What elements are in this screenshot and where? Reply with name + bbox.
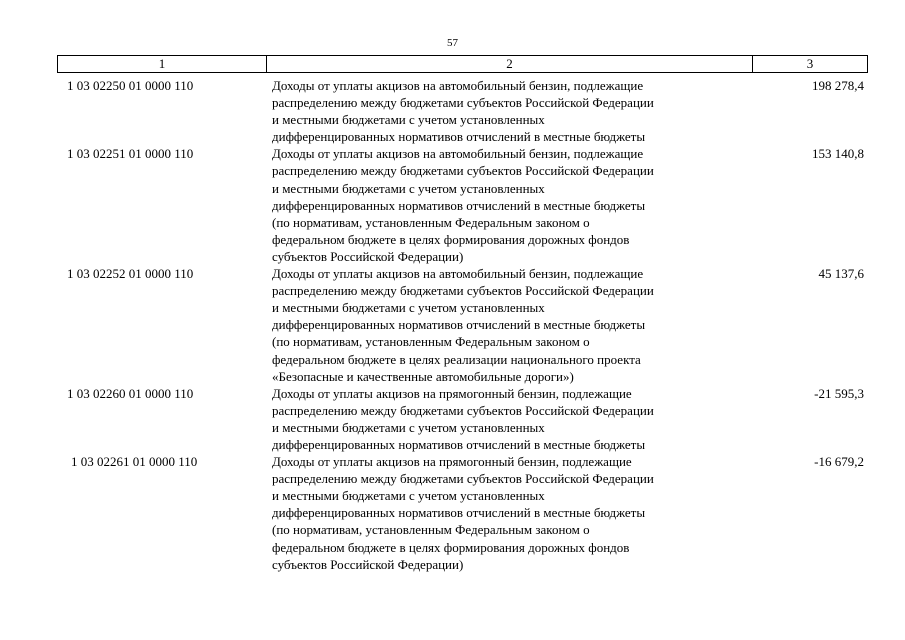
description-line: Доходы от уплаты акцизов на прямогонный бензин, подлежащие [272, 385, 632, 401]
description-line: федеральном бюджете в целях реализации национального проекта [272, 351, 641, 367]
description-line: федеральном бюджете в целях формирования дорожных фондов [272, 231, 630, 247]
amount-value: -21 595,3 [814, 385, 864, 401]
description-line: федеральном бюджете в целях формирования дорожных фондов [272, 539, 630, 555]
revenue-code: 1 03 02260 01 0000 110 [67, 385, 194, 401]
revenue-code: 1 03 02250 01 0000 110 [67, 78, 194, 93]
revenue-description [266, 77, 752, 145]
amount-value: 198 278,4 [812, 78, 864, 93]
column-header-2: 2 [267, 56, 753, 72]
description-line: распределению между бюджетами субъектов Российской Федерации [272, 163, 654, 179]
description-line: и местными бюджетами с учетом установленных [272, 488, 545, 504]
description-line: «Безопасные и качественные автомобильные дороги») [272, 368, 574, 384]
description-line: и местными бюджетами с учетом установленных [272, 180, 545, 196]
description-line: дифференцированных нормативов отчислений в местные бюджеты [272, 505, 646, 521]
amount-value: 153 140,8 [812, 146, 864, 162]
revenue-code: 1 03 02261 01 0000 110 [71, 454, 198, 470]
description-line: Доходы от уплаты акцизов на автомобильный бензин, подлежащие [272, 78, 644, 93]
table-column-header [57, 55, 868, 73]
description-line: распределению между бюджетами субъектов Российской Федерации [272, 95, 654, 111]
description-line: Доходы от уплаты акцизов на автомобильный бензин, подлежащие [272, 146, 644, 162]
table-row [57, 77, 868, 145]
revenue-description [266, 265, 752, 385]
column-header-3: 3 [806, 56, 814, 71]
column-header-1: 1 [58, 56, 267, 72]
description-line: дифференцированных нормативов отчислений в местные бюджеты [272, 436, 646, 452]
description-line: и местными бюджетами с учетом установленных [272, 419, 545, 435]
description-line: распределению между бюджетами субъектов Российской Федерации [272, 471, 654, 487]
description-line: Доходы от уплаты акцизов на автомобильный бензин, подлежащие [272, 266, 644, 282]
description-line: дифференцированных нормативов отчислений в местные бюджеты [272, 317, 646, 333]
description-line: Доходы от уплаты акцизов на прямогонный бензин, подлежащие [272, 454, 632, 470]
amount-value: -16 679,2 [814, 454, 864, 470]
table-row [57, 453, 868, 573]
revenue-description [266, 385, 752, 453]
description-line: и местными бюджетами с учетом установленных [272, 300, 545, 316]
description-line: (по нормативам, установленным Федеральным законом о [272, 334, 590, 350]
description-line: дифференцированных нормативов отчислений в местные бюджеты [272, 197, 646, 213]
description-line: распределению между бюджетами субъектов Российской Федерации [272, 283, 654, 299]
revenue-code: 1 03 02251 01 0000 110 [67, 146, 194, 162]
amount-value: 45 137,6 [818, 266, 864, 282]
revenue-description [266, 453, 752, 573]
table-row [57, 145, 868, 265]
description-line: распределению между бюджетами субъектов Российской Федерации [272, 402, 654, 418]
description-line: субъектов Российской Федерации) [272, 248, 464, 264]
page-number: 57 [447, 37, 458, 49]
description-line: и местными бюджетами с учетом установленных [272, 112, 545, 128]
description-line: субъектов Российской Федерации) [272, 556, 464, 572]
description-line: (по нормативам, установленным Федеральным законом о [272, 522, 590, 538]
table-row [57, 265, 868, 385]
revenue-description [266, 145, 752, 265]
description-line: (по нормативам, установленным Федеральным законом о [272, 214, 590, 230]
table-body [57, 77, 868, 573]
description-line: дифференцированных нормативов отчислений в местные бюджеты [272, 129, 646, 145]
table-row [57, 385, 868, 453]
revenue-code: 1 03 02252 01 0000 110 [67, 266, 194, 282]
